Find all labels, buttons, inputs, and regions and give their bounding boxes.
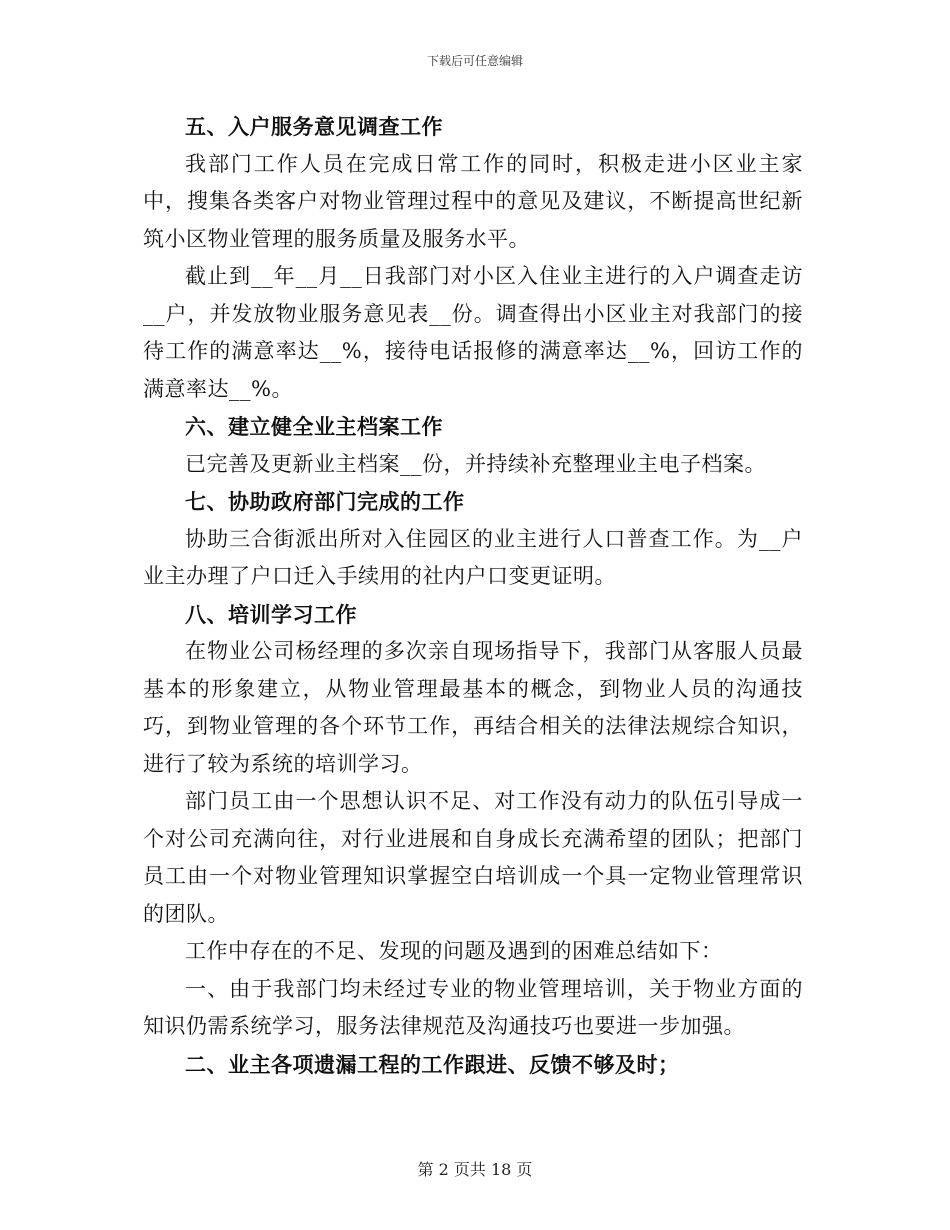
paragraph: 工作中存在的不足、发现的问题及遇到的困难总结如下：	[185, 939, 723, 963]
paragraph: 已完善及更新业主档案__份，并持续补充整理业主电子档案。	[185, 451, 766, 476]
paragraph: 部门员工由一个思想认识不足、对工作没有动力的队伍引导成一个对公司充满向往，对行业进展和自身成长充满希望的团队；把部门员工由一个对物业管理知识掌握空白培训成一个具一定物业管理常识的团队。	[143, 789, 803, 926]
paragraph: 一、由于我部门均未经过专业的物业管理培训，关于物业方面的知识仍需系统学习，服务法律规范及沟通技巧也要进一步加强。	[143, 976, 803, 1038]
page-footer: 第 2 页共 18 页	[417, 1160, 533, 1179]
paragraph: 协助三合街派出所对入住园区的业主进行人口普查工作。为__户业主办理了户口迁入手续用的社内户口变更证明。	[143, 526, 803, 588]
section-heading: 六、建立健全业主档案工作	[185, 414, 443, 439]
section-heading: 八、培训学习工作	[185, 601, 357, 627]
section-heading: 二、业主各项遗漏工程的工作跟进、反馈不够及时；	[185, 1051, 680, 1077]
paragraph: 我部门工作人员在完成日常工作的同时，积极走进小区业主家中，搜集各类客户对物业管理过程中的意见及建议，不断提高世纪新筑小区物业管理的服务质量及服务水平。	[143, 151, 803, 251]
paragraph: 截止到__年__月__日我部门对小区入住业主进行的入户调查走访__户，并发放物业服务意见表__份。调查得出小区业主对我部门的接待工作的满意率达__%，接待电话报修的满意率达__%，回访工作的满意率达__%。	[143, 264, 803, 401]
section-heading: 五、入户服务意见调查工作	[185, 114, 443, 139]
document-body	[143, 108, 803, 1083]
page-header: 下载后可任意编辑	[426, 54, 523, 68]
paragraph: 在物业公司杨经理的多次亲自现场指导下，我部门从客服人员最基本的形象建立，从物业管理最基本的概念，到物业人员的沟通技巧，到物业管理的各个环节工作，再结合相关的法律法规综合知识，进行了较为系统的培训学习。	[143, 639, 803, 776]
section-heading: 七、协助政府部门完成的工作	[185, 489, 465, 514]
